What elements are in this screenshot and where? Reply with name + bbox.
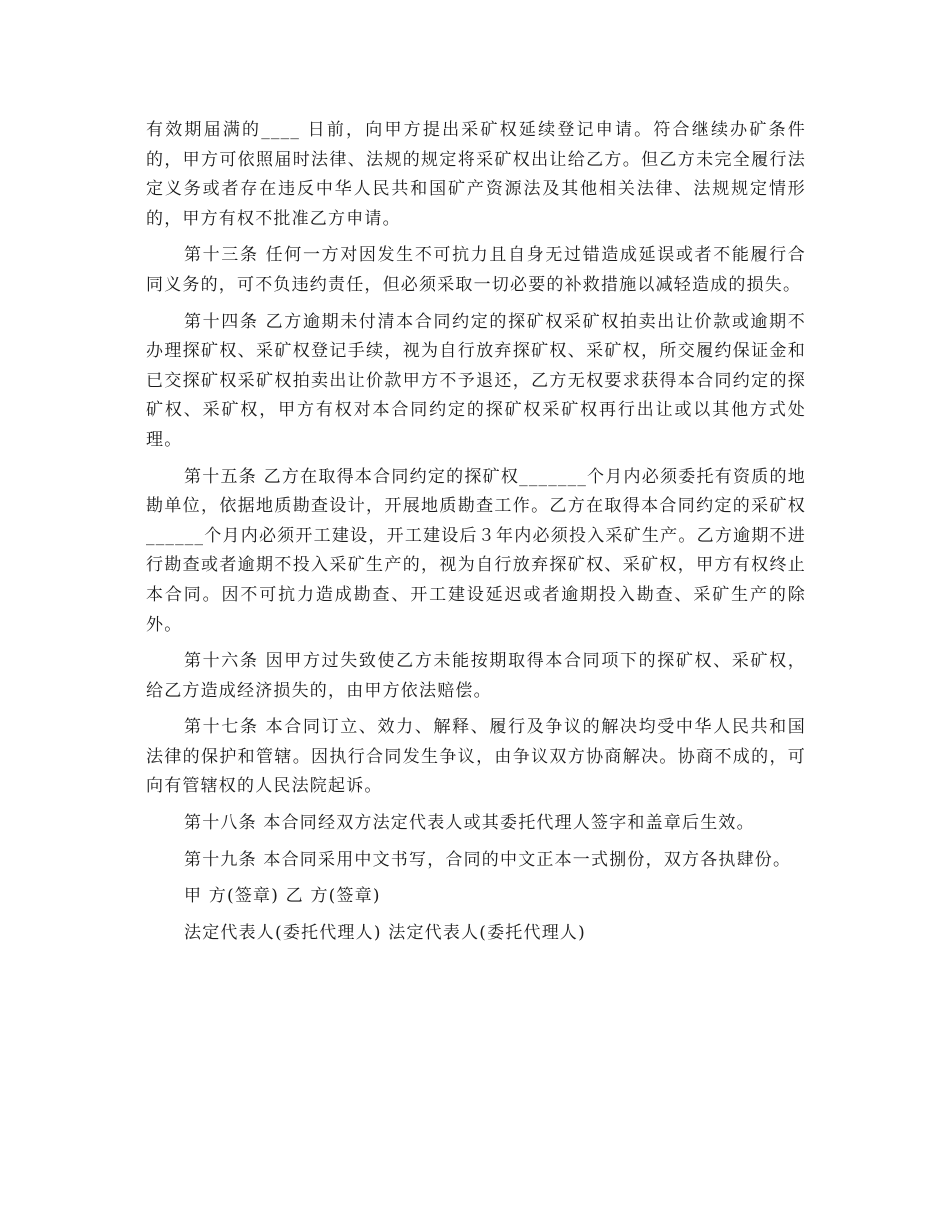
paragraph-continued-renewal: 有效期届满的____ 日前，向甲方提出采矿权延续登记申请。符合继续办矿条件的，甲方可依照届时法律、法规的规定将采矿权出让给乙方。但乙方未完全履行法定义务或者存在违反中华人民共和国矿产资源法及其他相关法律、法规规定情形的，甲方有权不批准乙方申请。 (146, 120, 806, 229)
paragraph-article-18: 第十八条 本合同经双方法定代表人或其委托代理人签字和盖章后生效。 (184, 813, 755, 834)
paragraph-article-19: 第十九条 本合同采用中文书写，合同的中文正本一式捌份，双方各执肆份。 (184, 849, 792, 870)
signature-representative-line: 法定代表人(委托代理人) 法定代表人(委托代理人) (184, 922, 586, 943)
paragraph-article-15: 第十五条 乙方在取得本合同约定的探矿权_______个月内必须委托有资质的地勘单位，依据地质勘查设计，开展地质勘查工作。乙方在取得本合同约定的采矿权 ______个月内必须开工建设，开工建设后３年内必须投入采矿生产。乙方逾期不进行勘查或者逾期不投入采矿生产的，视为自行放弃探矿权、采矿权，甲方有权终止本合同。因不可抗力造成勘查、开工建设延迟或者逾期投入勘查、采矿生产的除外。 (146, 466, 806, 635)
paragraph-article-17: 第十七条 本合同订立、效力、解释、履行及争议的解决均受中华人民共和国法律的保护和管辖。因执行合同发生争议，由争议双方协商解决。协商不成的，可向有管辖权的人民法院起诉。 (146, 717, 806, 797)
paragraph-article-14: 第十四条 乙方逾期未付清本合同约定的探矿权采矿权拍卖出让价款或逾期不办理探矿权、采矿权登记手续，视为自行放弃探矿权、采矿权，所交履约保证金和已交探矿权采矿权拍卖出让价款甲方不予退还，乙方无权要求获得本合同约定的探矿权、采矿权，甲方有权对本合同约定的探矿权采矿权再行出让或以其他方式处理。 (146, 311, 806, 450)
signature-seal-line: 甲 方(签章) 乙 方(签章) (184, 886, 381, 907)
paragraph-article-13: 第十三条 任何一方对因发生不可抗力且自身无过错造成延误或者不能履行合同义务的，可不负违约责任，但必须采取一切必要的补救措施以减轻造成的损失。 (146, 245, 806, 295)
contract-body (146, 116, 806, 948)
paragraph-article-16: 第十六条 因甲方过失致使乙方未能按期取得本合同项下的探矿权、采矿权，给乙方造成经济损失的，由甲方依法赔偿。 (146, 651, 806, 701)
